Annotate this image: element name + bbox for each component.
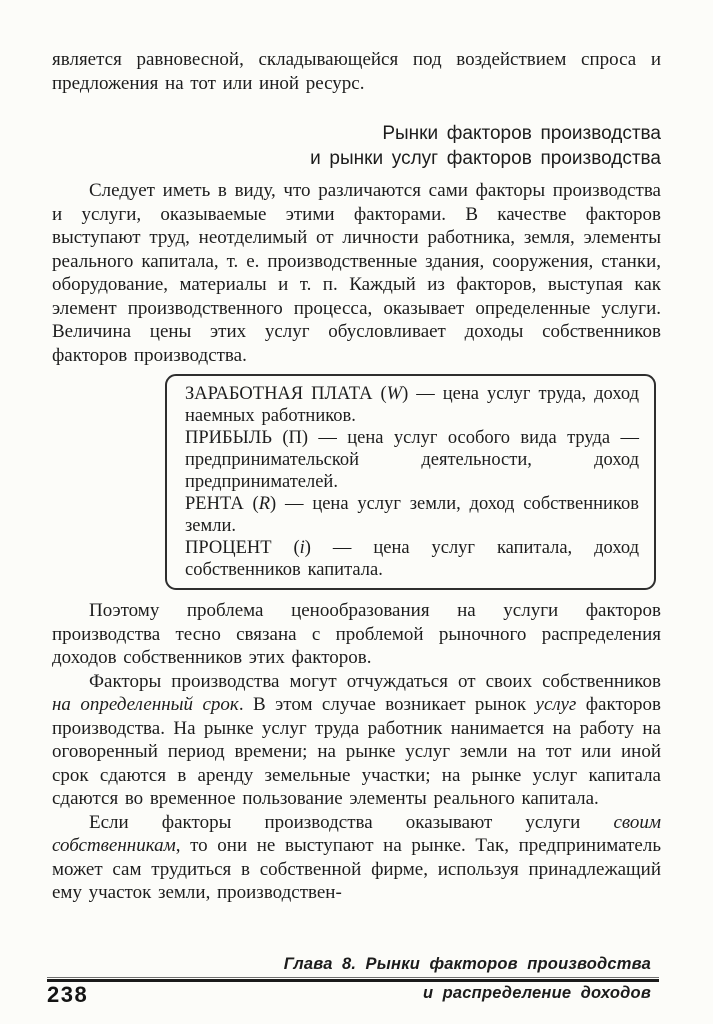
definition-text: ) — цена услуг труда, доход наемных работников. bbox=[185, 384, 640, 426]
section-heading-line1: Рынки факторов производства bbox=[382, 123, 661, 144]
definitions-box bbox=[165, 374, 656, 590]
page-body bbox=[52, 48, 661, 905]
definition-wage bbox=[185, 383, 639, 427]
definition-term: РЕНТА ( bbox=[185, 494, 259, 514]
footer-rule-thin bbox=[47, 977, 659, 978]
definition-interest bbox=[185, 537, 639, 581]
definition-term: ПРОЦЕНТ ( bbox=[185, 538, 300, 558]
definition-term: ПРИБЫЛЬ (П) — цена услуг особого вида труда — предпринимательской деятельности, доход предпринимателей. bbox=[185, 428, 639, 492]
section-heading-line2: и рынки услуг факторов производства bbox=[310, 148, 661, 169]
body-paragraph-alienation: Факторы производства могут отчуждаться от своих собственников на определенный срок. В этом случае возникает рынок услуг факторов производства. На рынке услуг труда работник нанимается на работу на оговоренный период времени; на рынке услуг земли на тот или иной срок сдаются в аренду земельные участки; на рынке услуг капитала сдаются во временное пользование элементы реального капитала. bbox=[52, 670, 661, 809]
definition-text: ) — цена услуг земли, доход собственников земли. bbox=[185, 494, 639, 536]
definition-symbol: R bbox=[258, 494, 270, 514]
definition-term: ЗАРАБОТНАЯ ПЛАТА ( bbox=[185, 384, 387, 404]
body-paragraph-continuation: является равновесной, складывающейся под воздействием спроса и предложения на тот или иной ресурс. bbox=[52, 49, 661, 94]
section-heading bbox=[52, 121, 661, 171]
definition-symbol: W bbox=[386, 384, 403, 404]
body-paragraph-factors: Следует иметь в виду, что различаются сами факторы производства и услуги, оказываемые этими факторами. В качестве факторов выступают труд, неотделимый от личности работника, земля, элементы реального капитала, т. е. производственные здания, сооружения, станки, оборудование, материалы и т. п. Каждый из факторов, выступая как элемент производственного процесса, оказывает определенные услуги. Величина цены этих услуг обусловливает доходы собственников факторов производства. bbox=[52, 180, 661, 366]
page-footer bbox=[47, 954, 659, 1007]
page-number: 238 bbox=[47, 982, 89, 1007]
footer-bottom-row bbox=[47, 983, 659, 1007]
footer-rule-thick bbox=[47, 979, 659, 982]
definition-text: ) — цена услуг капитала, доход собственников капитала. bbox=[185, 538, 639, 580]
body-paragraph-pricing: Поэтому проблема ценообразования на услуги факторов производства тесно связана с проблемой рыночного распределения доходов собственников этих факторов. bbox=[52, 600, 661, 668]
footer-chapter-title-line1: Глава 8. Рынки факторов производства bbox=[283, 955, 651, 973]
definition-rent bbox=[185, 493, 639, 537]
definition-profit bbox=[185, 427, 639, 493]
footer-chapter-title-line2: и распределение доходов bbox=[422, 984, 651, 1002]
definition-symbol: i bbox=[299, 538, 305, 558]
footer-rule bbox=[47, 977, 659, 982]
body-paragraph-own-services: Если факторы производства оказывают услуги своим собственникам, то они не выступают на рынке. Так, предприниматель может сам трудиться в собственной фирме, используя принадлежащий ему участок земли, производствен- bbox=[52, 811, 661, 903]
